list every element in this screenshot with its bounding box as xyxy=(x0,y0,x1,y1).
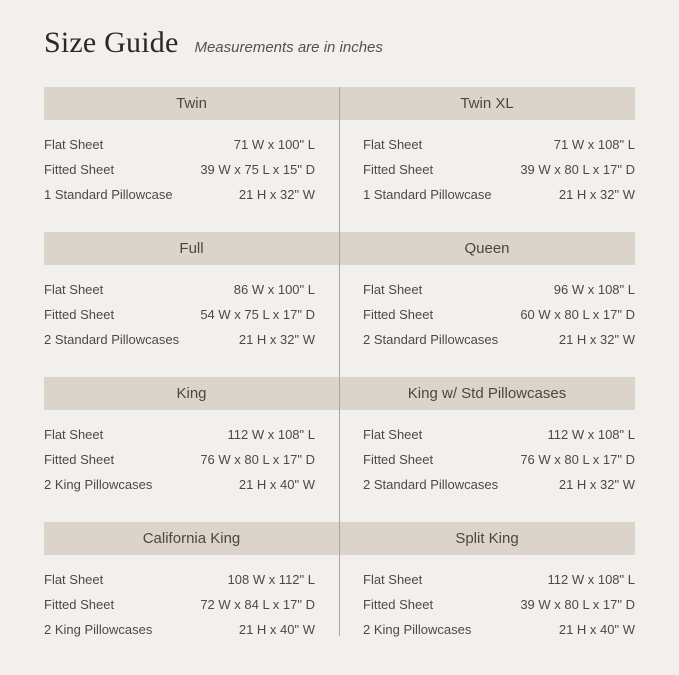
size-item xyxy=(363,452,635,477)
size-item xyxy=(44,427,339,452)
size-header: Twin xyxy=(44,87,339,120)
size-header: Queen xyxy=(339,232,635,265)
item-label: Fitted Sheet xyxy=(44,597,115,612)
item-label: Flat Sheet xyxy=(363,572,423,587)
size-item xyxy=(363,137,635,162)
item-label: 2 King Pillowcases xyxy=(363,622,472,637)
item-label: Flat Sheet xyxy=(363,282,423,297)
size-item xyxy=(363,572,635,597)
size-items xyxy=(363,555,635,647)
size-item xyxy=(44,187,339,212)
size-item xyxy=(44,622,339,647)
item-value: 21 H x 40" W xyxy=(558,622,635,637)
item-label: Flat Sheet xyxy=(363,137,423,152)
size-card-twin-xl xyxy=(339,87,635,232)
size-item xyxy=(363,307,635,332)
item-value: 21 H x 40" W xyxy=(238,477,315,492)
size-item xyxy=(44,307,339,332)
item-label: Fitted Sheet xyxy=(363,162,434,177)
item-value: 96 W x 108" L xyxy=(553,282,635,297)
item-label: Fitted Sheet xyxy=(363,597,434,612)
item-label: 2 Standard Pillowcases xyxy=(363,332,499,347)
size-item xyxy=(363,187,635,212)
item-value: 71 W x 100" L xyxy=(233,137,315,152)
item-value: 21 H x 40" W xyxy=(238,622,315,637)
size-header: King w/ Std Pillowcases xyxy=(339,377,635,410)
item-value: 54 W x 75 L x 17" D xyxy=(200,307,315,322)
size-items xyxy=(363,120,635,212)
size-item xyxy=(44,162,339,187)
item-value: 21 H x 32" W xyxy=(558,332,635,347)
item-label: Fitted Sheet xyxy=(363,452,434,467)
item-label: Flat Sheet xyxy=(44,282,104,297)
item-value: 60 W x 80 L x 17" D xyxy=(520,307,635,322)
item-label: 2 Standard Pillowcases xyxy=(363,477,499,492)
size-item xyxy=(44,452,339,477)
size-item xyxy=(363,597,635,622)
item-label: 1 Standard Pillowcase xyxy=(44,187,173,202)
item-value: 39 W x 80 L x 17" D xyxy=(520,597,635,612)
size-header: Full xyxy=(44,232,339,265)
item-label: 1 Standard Pillowcase xyxy=(363,187,492,202)
size-card-split-king xyxy=(339,522,635,667)
item-value: 21 H x 32" W xyxy=(558,477,635,492)
size-item xyxy=(363,162,635,187)
size-header: California King xyxy=(44,522,339,555)
item-label: Fitted Sheet xyxy=(44,452,115,467)
size-card-queen xyxy=(339,232,635,377)
item-label: Flat Sheet xyxy=(44,427,104,442)
size-item xyxy=(44,477,339,502)
item-value: 76 W x 80 L x 17" D xyxy=(520,452,635,467)
item-value: 86 W x 100" L xyxy=(233,282,315,297)
size-items xyxy=(44,555,339,647)
item-value: 21 H x 32" W xyxy=(238,332,315,347)
item-label: Flat Sheet xyxy=(363,427,423,442)
size-items xyxy=(363,410,635,502)
item-label: 2 Standard Pillowcases xyxy=(44,332,180,347)
item-value: 112 W x 108" L xyxy=(227,427,315,442)
item-value: 76 W x 80 L x 17" D xyxy=(200,452,315,467)
item-value: 112 W x 108" L xyxy=(547,427,635,442)
size-items xyxy=(44,120,339,212)
size-item xyxy=(44,597,339,622)
column-divider xyxy=(339,87,340,636)
item-label: 2 King Pillowcases xyxy=(44,477,153,492)
item-value: 108 W x 112" L xyxy=(227,572,315,587)
item-value: 112 W x 108" L xyxy=(547,572,635,587)
size-items xyxy=(363,265,635,357)
size-card-king-std-pillowcases xyxy=(339,377,635,522)
title-row xyxy=(44,26,383,60)
page-title: Size Guide xyxy=(44,26,179,59)
item-value: 71 W x 108" L xyxy=(553,137,635,152)
item-value: 39 W x 75 L x 15" D xyxy=(200,162,315,177)
item-value: 21 H x 32" W xyxy=(238,187,315,202)
item-label: Fitted Sheet xyxy=(44,162,115,177)
size-card-full xyxy=(44,232,339,377)
size-card-twin xyxy=(44,87,339,232)
size-header: Twin XL xyxy=(339,87,635,120)
size-items xyxy=(44,265,339,357)
size-item xyxy=(363,332,635,357)
item-value: 21 H x 32" W xyxy=(558,187,635,202)
item-label: Fitted Sheet xyxy=(363,307,434,322)
size-card-california-king xyxy=(44,522,339,667)
size-item xyxy=(44,137,339,162)
size-item xyxy=(363,622,635,647)
item-label: Flat Sheet xyxy=(44,137,104,152)
size-card-king xyxy=(44,377,339,522)
item-label: Flat Sheet xyxy=(44,572,104,587)
size-item xyxy=(363,282,635,307)
size-header: King xyxy=(44,377,339,410)
size-header: Split King xyxy=(339,522,635,555)
item-value: 39 W x 80 L x 17" D xyxy=(520,162,635,177)
item-value: 72 W x 84 L x 17" D xyxy=(200,597,315,612)
item-label: 2 King Pillowcases xyxy=(44,622,153,637)
size-item xyxy=(44,332,339,357)
size-item xyxy=(363,477,635,502)
size-item xyxy=(44,282,339,307)
size-item xyxy=(363,427,635,452)
size-guide-grid xyxy=(44,87,635,667)
item-label: Fitted Sheet xyxy=(44,307,115,322)
page-subtitle: Measurements are in inches xyxy=(194,39,383,56)
size-items xyxy=(44,410,339,502)
size-item xyxy=(44,572,339,597)
